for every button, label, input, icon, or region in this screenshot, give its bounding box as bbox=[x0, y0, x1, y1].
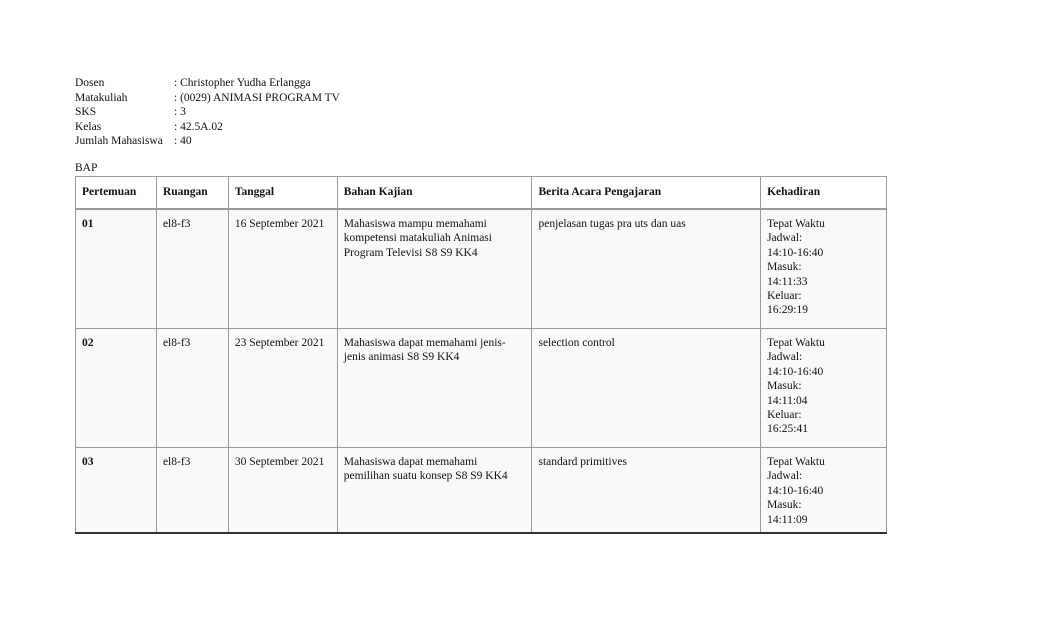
kehadiran-keluar-value: 16:25:41 bbox=[767, 423, 808, 436]
cell-tanggal: 16 September 2021 bbox=[228, 209, 337, 329]
table-row bbox=[76, 448, 887, 534]
kehadiran-jadwal-label: Jadwal: bbox=[767, 232, 803, 245]
kehadiran-masuk-label: Masuk: bbox=[767, 380, 802, 393]
info-value: : (0029) ANIMASI PROGRAM TV bbox=[174, 91, 340, 104]
info-label: Kelas bbox=[75, 120, 102, 133]
cell-berita-acara: penjelasan tugas pra uts dan uas bbox=[532, 209, 761, 329]
cell-bahan-kajian: Mahasiswa dapat memahami pemilihan suatu konsep S8 S9 KK4 bbox=[337, 448, 532, 534]
info-label: SKS bbox=[75, 106, 97, 119]
info-value: : Christopher Yudha Erlangga bbox=[174, 77, 311, 89]
info-row-dosen bbox=[75, 76, 340, 91]
info-row-matakuliah bbox=[75, 91, 340, 106]
cell-kehadiran bbox=[761, 448, 887, 534]
kehadiran-jadwal-value: 14:10-16:40 bbox=[767, 365, 824, 378]
table-row bbox=[76, 329, 887, 448]
table-row bbox=[76, 209, 887, 329]
kehadiran-masuk-value: 14:11:33 bbox=[767, 275, 808, 288]
cell-ruangan: el8-f3 bbox=[156, 209, 228, 329]
kehadiran-masuk-value: 14:11:09 bbox=[767, 513, 808, 526]
kehadiran-jadwal-value: 14:10-16:40 bbox=[767, 246, 824, 259]
cell-tanggal: 30 September 2021 bbox=[228, 448, 337, 534]
kehadiran-status: Tepat Waktu bbox=[767, 456, 825, 468]
kehadiran-jadwal-label: Jadwal: bbox=[767, 351, 803, 364]
kehadiran-masuk-label: Masuk: bbox=[767, 499, 802, 512]
cell-berita-acara: selection control bbox=[532, 329, 761, 448]
cell-pertemuan: 03 bbox=[76, 448, 157, 534]
info-value: : 42.5A.02 bbox=[174, 120, 223, 133]
cell-pertemuan: 02 bbox=[76, 329, 157, 448]
kehadiran-status: Tepat Waktu bbox=[767, 218, 825, 230]
cell-kehadiran bbox=[761, 329, 887, 448]
cell-ruangan: el8-f3 bbox=[156, 448, 228, 534]
kehadiran-masuk-label: Masuk: bbox=[767, 261, 802, 274]
cell-kehadiran bbox=[761, 209, 887, 329]
kehadiran-masuk-value: 14:11:04 bbox=[767, 394, 808, 407]
kehadiran-keluar-value: 16:29:19 bbox=[767, 304, 808, 317]
col-header-kehadiran: Kehadiran bbox=[761, 177, 887, 210]
info-value: : 40 bbox=[174, 135, 192, 148]
cell-bahan-kajian: Mahasiswa dapat memahami jenis-jenis animasi S8 S9 KK4 bbox=[337, 329, 532, 448]
cell-tanggal: 23 September 2021 bbox=[228, 329, 337, 448]
info-row-sks bbox=[75, 105, 340, 120]
cell-pertemuan: 01 bbox=[76, 209, 157, 329]
bap-table bbox=[75, 176, 887, 534]
kehadiran-keluar-label: Keluar: bbox=[767, 409, 802, 422]
info-label: Dosen bbox=[75, 77, 105, 89]
course-info bbox=[75, 76, 340, 149]
cell-bahan-kajian: Mahasiswa mampu memahami kompetensi matakuliah Animasi Program Televisi S8 S9 KK4 bbox=[337, 209, 532, 329]
col-header-pertemuan: Pertemuan bbox=[76, 177, 157, 210]
col-header-berita-acara: Berita Acara Pengajaran bbox=[532, 177, 761, 210]
cell-berita-acara: standard primitives bbox=[532, 448, 761, 534]
cell-ruangan: el8-f3 bbox=[156, 329, 228, 448]
bap-heading: BAP bbox=[75, 162, 98, 174]
info-label: Matakuliah bbox=[75, 91, 128, 104]
kehadiran-jadwal-value: 14:10-16:40 bbox=[767, 484, 824, 497]
kehadiran-status: Tepat Waktu bbox=[767, 337, 825, 349]
info-row-jumlah-mahasiswa bbox=[75, 134, 340, 149]
info-row-kelas bbox=[75, 120, 340, 135]
info-value: : 3 bbox=[174, 106, 186, 119]
info-label: Jumlah Mahasiswa bbox=[75, 135, 163, 148]
table-header-row bbox=[76, 177, 887, 210]
col-header-ruangan: Ruangan bbox=[156, 177, 228, 210]
col-header-bahan-kajian: Bahan Kajian bbox=[337, 177, 532, 210]
col-header-tanggal: Tanggal bbox=[228, 177, 337, 210]
kehadiran-jadwal-label: Jadwal: bbox=[767, 470, 803, 483]
kehadiran-keluar-label: Keluar: bbox=[767, 290, 802, 303]
